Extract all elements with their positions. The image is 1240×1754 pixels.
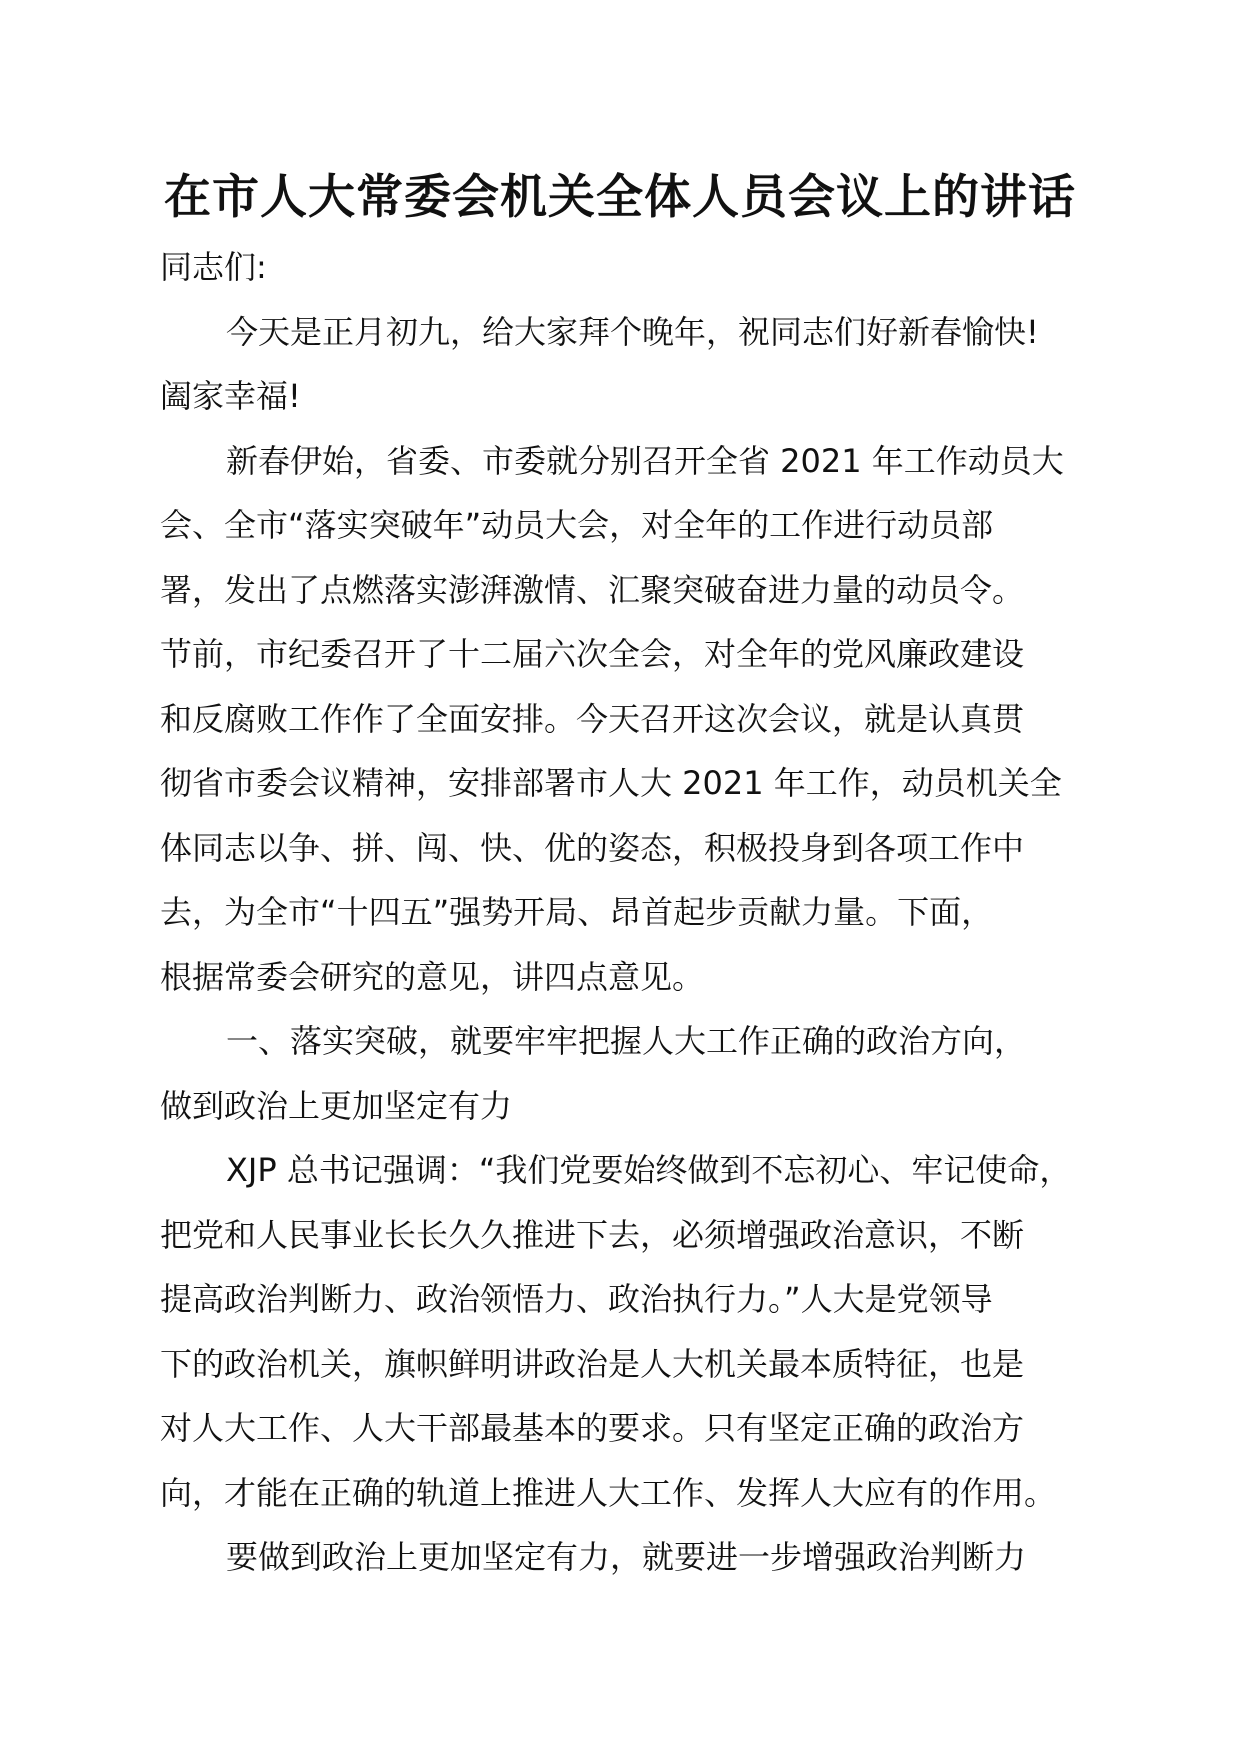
text-line: 阖家幸福! [160,377,301,415]
text-line: 对人大工作、人大干部最基本的要求。只有坚定正确的政治方 [160,1409,1025,1447]
section-heading: 做到政治上更加坚定有力 [160,1086,513,1125]
text-line: 和反腐败工作作了全面安排。今天召开这次会议，就是认真贯 [160,699,1025,738]
text-line: 彻省市委会议精神，安排部署市人大 2021 年工作，动员机关全 [160,764,1062,802]
salutation: 同志们: [160,248,267,286]
section-heading: 一、落实突破，就要牢牢把握人大工作正确的政治方向， [226,1022,1027,1060]
text-line: 根据常委会研究的意见，讲四点意见。 [160,957,705,996]
text-line: 向，才能在正确的轨道上推进人大工作、发挥人大应有的作用。 [160,1473,1057,1512]
document-title: 在市人大常委会机关全体人员会议上的讲话 [164,170,1076,225]
text-line: XJP 总书记强调：“我们党要始终做到不忘初心、牢记使命， [226,1151,1072,1189]
text-line: 署，发出了点燃落实澎湃激情、汇聚突破奋进力量的动员令。 [160,570,1025,609]
text-line: 去，为全市“十四五”强势开局、昂首起步贡献力量。下面， [160,893,994,931]
document-body [160,235,1100,1590]
text-line: 体同志以争、拼、闯、快、优的姿态，积极投身到各项工作中 [160,828,1025,867]
text-line: 新春伊始，省委、市委就分别召开全省 2021 年工作动员大 [226,441,1064,480]
text-line: 会、全市“落实突破年”动员大会，对全年的工作进行动员部 [160,506,994,544]
text-line: 要做到政治上更加坚定有力，就要进一步增强政治判断力 [226,1538,1027,1576]
text-line: 把党和人民事业长长久久推进下去，必须增强政治意识，不断 [160,1215,1025,1254]
text-line: 提高政治判断力、政治领悟力、政治执行力。”人大是党领导 [160,1280,993,1318]
text-line: 节前，市纪委召开了十二届六次全会，对全年的党风廉政建设 [160,635,1025,673]
text-line: 下的政治机关，旗帜鲜明讲政治是人大机关最本质特征，也是 [160,1344,1025,1383]
text-line: 今天是正月初九，给大家拜个晚年，祝同志们好新春愉快! [226,312,1039,351]
